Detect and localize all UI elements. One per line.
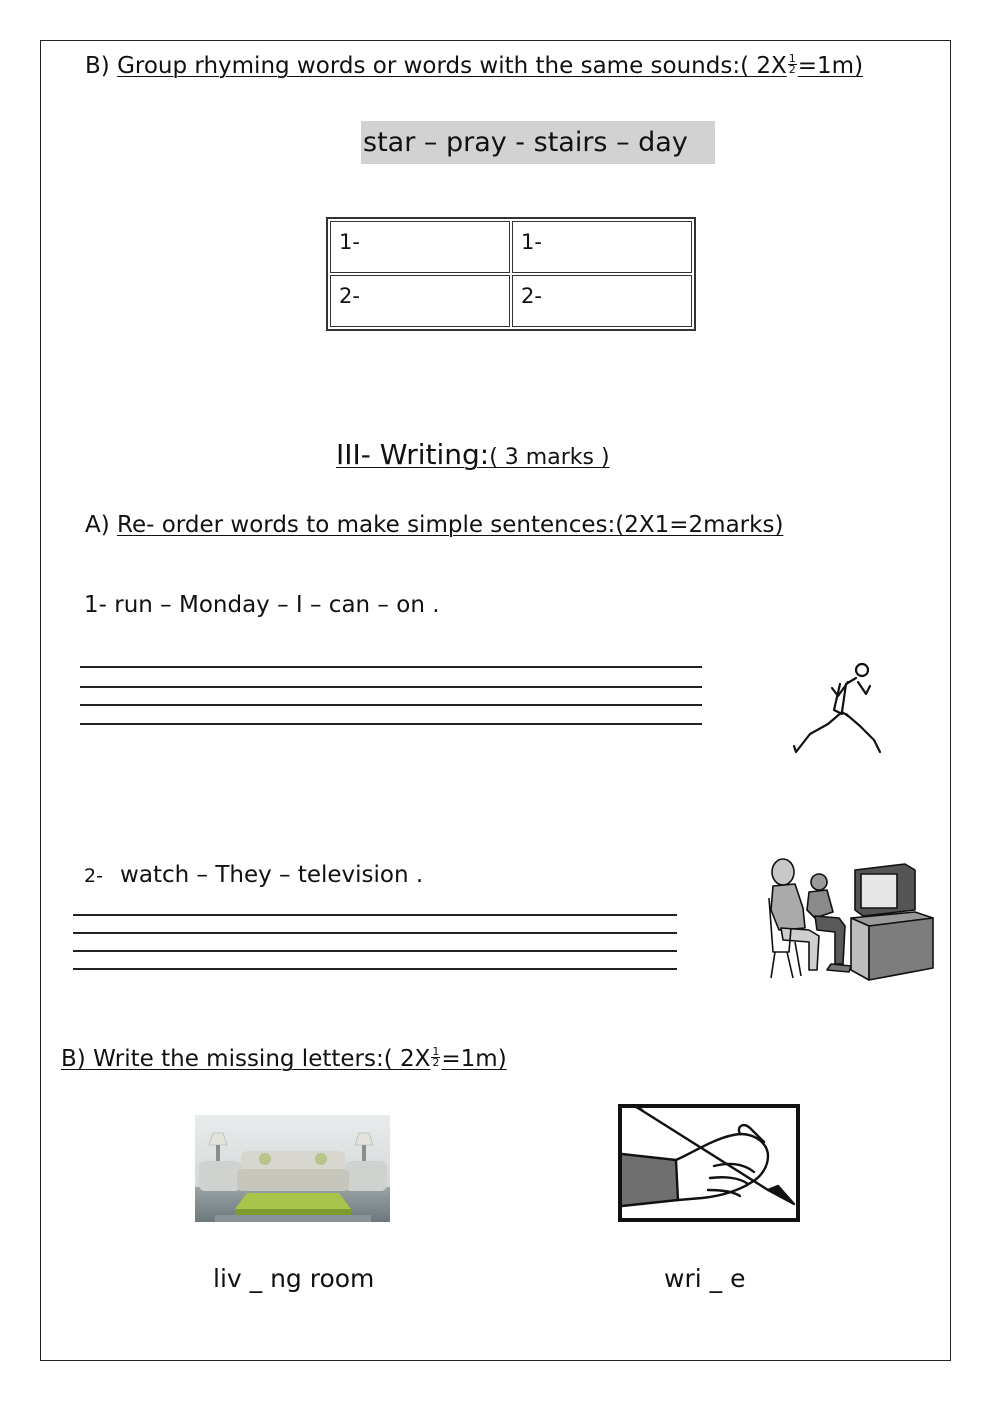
answer-line[interactable]: [73, 932, 677, 934]
fraction-numerator: 1: [432, 1045, 440, 1058]
reorder-instruction: Re- order words to make simple sentences:(2X1=2marks): [117, 512, 784, 538]
writing-title: III- Writing:: [336, 438, 490, 471]
missing-word-1: liv _ ng room: [213, 1264, 375, 1293]
missing-instruction-end: =1m): [441, 1046, 507, 1072]
reorder-section-label: A): [85, 512, 110, 538]
rhyme-instruction-end: =1m): [797, 53, 864, 79]
answer-line[interactable]: [80, 723, 702, 725]
writing-heading: [336, 438, 610, 471]
question-1: 1- run – Monday – I – can – on .: [84, 592, 440, 618]
rhyme-instruction-text: Group rhyming words or words with the same sounds:( 2X: [117, 53, 787, 79]
answer-line[interactable]: [80, 686, 702, 688]
fraction-numerator: 1: [788, 52, 796, 65]
answer-cell[interactable]: 1-: [512, 221, 692, 273]
fraction-denominator: 2: [432, 1056, 440, 1069]
rhyme-heading: [85, 53, 863, 79]
missing-letters-heading: [61, 1046, 507, 1072]
reorder-heading: [85, 512, 783, 538]
question-2-text: watch – They – television .: [120, 862, 424, 888]
answer-line[interactable]: [80, 666, 702, 668]
word-bank: star – pray - stairs – day: [361, 121, 715, 164]
missing-word-2: wri _ e: [664, 1264, 746, 1293]
fraction-denominator: 2: [788, 63, 796, 76]
writing-title-group: [336, 438, 610, 471]
missing-instruction-text: Write the missing letters:( 2X: [85, 1046, 431, 1072]
missing-letters-instruction: [61, 1046, 507, 1072]
table-row: [330, 275, 692, 327]
writing-marks: ( 3 marks ): [489, 445, 610, 470]
rhyme-answer-table: [326, 217, 696, 331]
tv-watching-illustration: [765, 852, 937, 982]
writing-hand-illustration: [618, 1104, 800, 1222]
living-room-photo: [195, 1115, 390, 1222]
answer-line[interactable]: [73, 950, 677, 952]
runner-illustration: [790, 660, 890, 760]
rhyme-section-label: B): [85, 53, 110, 79]
answer-cell[interactable]: 2-: [512, 275, 692, 327]
answer-line[interactable]: [73, 968, 677, 970]
fraction-half: [788, 54, 797, 75]
missing-section-label: B): [61, 1046, 86, 1072]
rhyme-instruction: [117, 53, 863, 79]
answer-cell[interactable]: 2-: [330, 275, 510, 327]
answer-cell[interactable]: 1-: [330, 221, 510, 273]
question-2-number: 2-: [84, 865, 103, 887]
answer-line[interactable]: [80, 704, 702, 706]
question-2: [84, 862, 423, 888]
answer-line[interactable]: [73, 914, 677, 916]
table-row: [330, 221, 692, 273]
fraction-half: [431, 1047, 440, 1068]
